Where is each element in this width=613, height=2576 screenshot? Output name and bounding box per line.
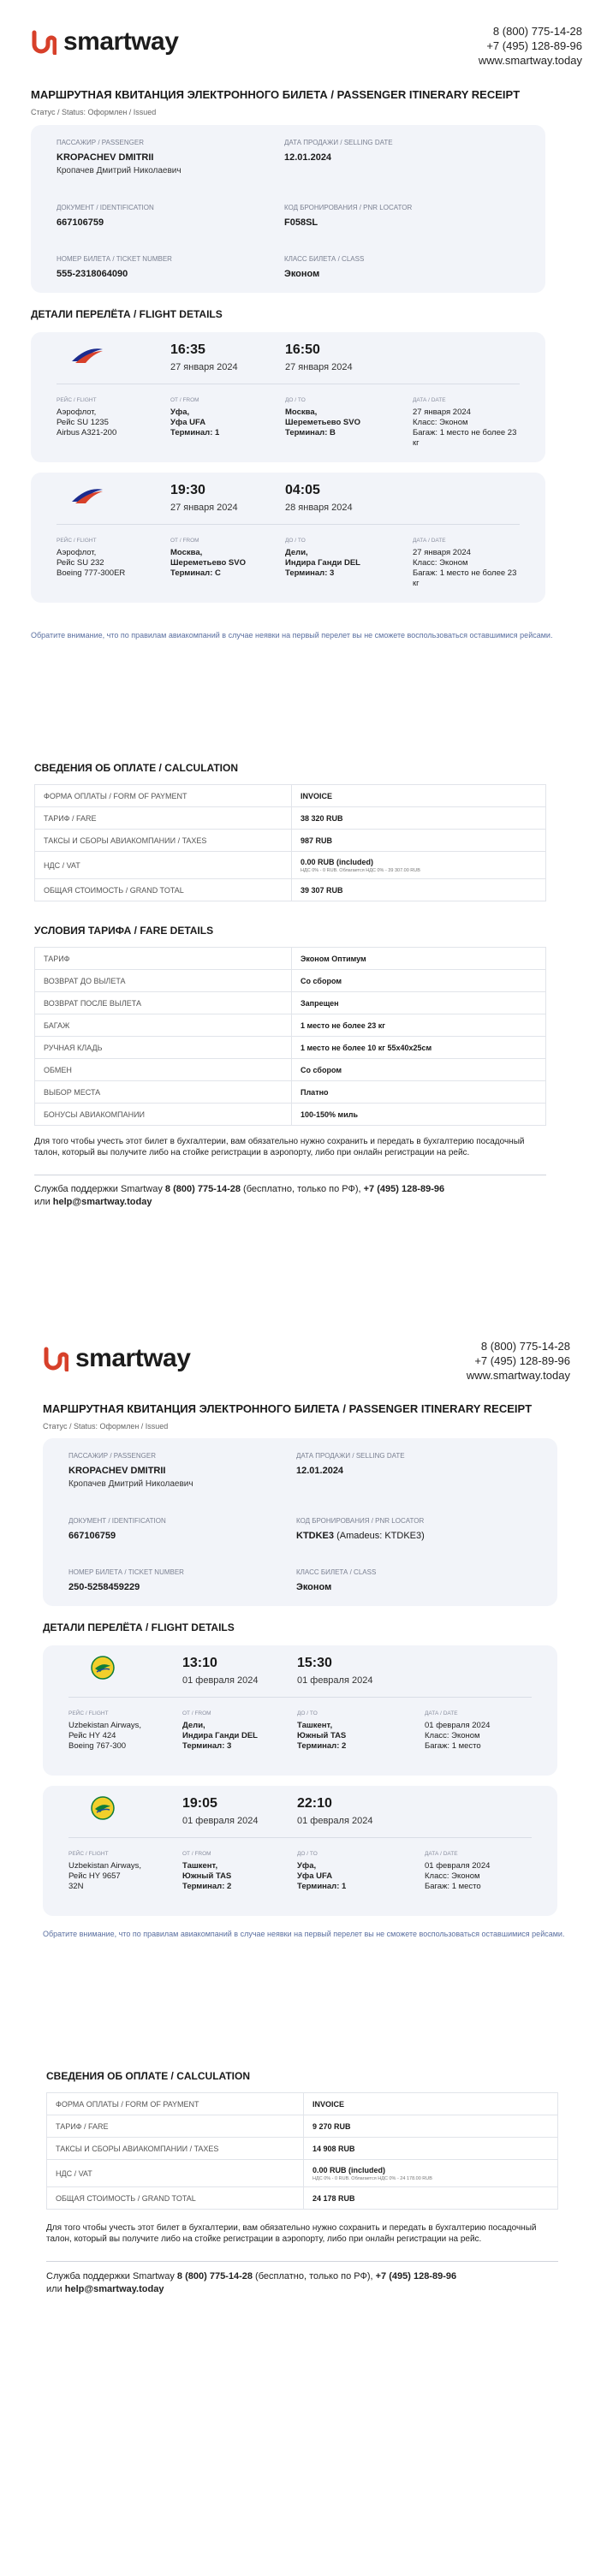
- table-row: НДС / VAT 0.00 RUB (included) НДС 0% - 0 RUB. Облагается НДС 0% - 39 307.00 RUB: [35, 852, 546, 879]
- support-phone-2[interactable]: +7 (495) 128-89-96: [363, 1184, 445, 1194]
- vat-value: 0.00 RUB (included): [301, 857, 374, 866]
- table-row: БАГАЖ 1 место не более 23 кг: [35, 1014, 546, 1037]
- departure-time: 19:05: [182, 1796, 217, 1811]
- divider: [46, 2261, 558, 2262]
- document-number: 667106759: [68, 1531, 116, 1541]
- class-label: КЛАСС БИЛЕТА / CLASS: [284, 255, 365, 263]
- no-show-note: Обратите внимание, что по правилам авиакомпаний в случае неявки на первый перелет вы не сможете воспользоваться оставшимися рейсами.: [43, 1930, 565, 1938]
- ticket-number: 250-5258459229: [68, 1582, 140, 1592]
- status-text: Статус / Status: Оформлен / Issued: [43, 1422, 169, 1431]
- to-terminal: Терминал: 1: [297, 1882, 347, 1891]
- support-email-link[interactable]: help@smartway.today: [52, 1197, 152, 1207]
- contacts: [467, 1339, 570, 1383]
- departure-date: 27 января 2024: [170, 503, 238, 513]
- flight-number: Рейс HY 424: [68, 1731, 116, 1740]
- from-terminal: Терминал: 3: [182, 1741, 232, 1751]
- smartway-logo-icon: [43, 1346, 68, 1371]
- flight-card: [31, 332, 545, 462]
- document-number: 667106759: [57, 217, 104, 228]
- to-label: ДО / TO: [285, 538, 306, 544]
- departure-date: 01 февраля 2024: [182, 1675, 259, 1686]
- logo-text: smartway: [75, 1344, 191, 1372]
- support-info: Служба поддержки Smartway 8 (800) 775-14-28 (бесплатно, только по РФ), +7 (495) 128-89-96 или help@smartway.today: [46, 2271, 457, 2294]
- from-terminal: Терминал: C: [170, 568, 221, 578]
- passenger-name-ru: Кропачев Дмитрий Николаевич: [57, 166, 182, 176]
- departure-time: 19:30: [170, 483, 205, 497]
- flight-info: [68, 1721, 176, 1752]
- passenger-card: [31, 125, 545, 293]
- contacts: [479, 24, 582, 68]
- status-text: Статус / Status: Оформлен / Issued: [31, 108, 157, 116]
- pnr-code: F058SL: [284, 217, 318, 228]
- from-airport: Южный TAS: [182, 1871, 232, 1881]
- selling-date-label: ДАТА ПРОДАЖИ / SELLING DATE: [284, 139, 393, 146]
- from-info: [182, 1721, 289, 1752]
- receipt-title: МАРШРУТНАЯ КВИТАНЦИЯ ЭЛЕКТРОННОГО БИЛЕТА / PASSENGER ITINERARY RECEIPT: [31, 88, 521, 101]
- flight-class: Класс: Эконом: [425, 1871, 480, 1881]
- accounting-note: Для того чтобы учесть этот билет в бухгалтерии, вам обязательно нужно сохранить и передать в бухгалтерию посадочный талон, который вы получите либо на стойке регистрации в аэропорту, либо при онлайн регистрации на рейс.: [46, 2223, 537, 2244]
- smartway-logo-icon: [31, 29, 57, 55]
- from-city: Дели,: [182, 1721, 205, 1730]
- date-info: [413, 548, 520, 589]
- ticket-page-2: [0, 1332, 613, 2294]
- flight-baggage: Багаж: 1 место не более 23 кг: [413, 568, 517, 588]
- flight-label: РЕЙС / FLIGHT: [57, 538, 97, 544]
- from-terminal: Терминал: 1: [170, 428, 220, 437]
- phone-2[interactable]: +7 (495) 128-89-96: [474, 1354, 570, 1367]
- flight-class: Класс: Эконом: [413, 418, 468, 427]
- from-city: Уфа,: [170, 408, 190, 417]
- to-label: ДО / TO: [297, 1851, 318, 1857]
- date-info: [413, 408, 520, 449]
- to-terminal: Терминал: 2: [297, 1741, 347, 1751]
- aircraft-type: Airbus A321-200: [57, 428, 117, 437]
- to-info: [297, 1721, 417, 1752]
- support-phone-1[interactable]: 8 (800) 775-14-28: [176, 2271, 253, 2282]
- to-airport: Индира Ганди DEL: [285, 558, 360, 568]
- ticket-class: Эконом: [296, 1582, 332, 1592]
- passenger-name: KROPACHEV DMITRII: [68, 1466, 166, 1476]
- from-label: ОТ / FROM: [170, 538, 199, 544]
- ticket-page-1: [0, 0, 613, 1207]
- to-airport: Уфа UFA: [297, 1871, 333, 1881]
- flight-details-heading: ДЕТАЛИ ПЕРЕЛЁТА / FLIGHT DETAILS: [43, 1621, 235, 1633]
- passenger-name: KROPACHEV DMITRII: [57, 152, 154, 163]
- document-label: ДОКУМЕНТ / IDENTIFICATION: [68, 1517, 166, 1525]
- receipt-title: МАРШРУТНАЯ КВИТАНЦИЯ ЭЛЕКТРОННОГО БИЛЕТА / PASSENGER ITINERARY RECEIPT: [43, 1402, 533, 1415]
- date-label: ДАТА / DATE: [413, 397, 446, 403]
- airline-name: Uzbekistan Airways,: [68, 1861, 142, 1871]
- flight-label: РЕЙС / FLIGHT: [57, 397, 97, 403]
- flight-date: 27 января 2024: [413, 548, 471, 557]
- from-city: Москва,: [170, 548, 203, 557]
- to-airport: Южный TAS: [297, 1731, 347, 1740]
- support-phone-2[interactable]: +7 (495) 128-89-96: [375, 2271, 457, 2282]
- passenger-name-ru: Кропачев Дмитрий Николаевич: [68, 1479, 193, 1489]
- divider: [68, 1837, 532, 1838]
- pnr-code: KTDKE3 (Amadeus: KTDKE3): [296, 1531, 425, 1541]
- arrival-date: 27 января 2024: [285, 362, 353, 372]
- airline-name: Аэрофлот,: [57, 548, 97, 557]
- aeroflot-logo-icon: [70, 485, 104, 505]
- to-info: [285, 548, 405, 579]
- ticket-number: 555-2318064090: [57, 269, 128, 279]
- to-terminal: Терминал: 3: [285, 568, 335, 578]
- smartway-logo: [43, 1344, 190, 1373]
- to-city: Уфа,: [297, 1861, 317, 1871]
- arrival-time: 04:05: [285, 483, 320, 497]
- class-label: КЛАСС БИЛЕТА / CLASS: [296, 1568, 377, 1576]
- support-email-link[interactable]: help@smartway.today: [64, 2284, 164, 2294]
- table-row: ОБЩАЯ СТОИМОСТЬ / GRAND TOTAL 39 307 RUB: [35, 879, 546, 901]
- flight-info: [68, 1861, 176, 1892]
- table-row: НДС / VAT 0.00 RUB (included) НДС 0% - 0 RUB. Облагается НДС 0% - 24 178.00 RUB: [47, 2160, 558, 2187]
- flight-baggage: Багаж: 1 место не более 23 кг: [413, 428, 517, 448]
- no-show-note: Обратите внимание, что по правилам авиакомпаний в случае неявки на первый перелет вы не сможете воспользоваться оставшимися рейсами.: [31, 631, 553, 640]
- header: [0, 0, 613, 75]
- flight-card: [31, 473, 545, 603]
- passenger-label: ПАССАЖИР / PASSENGER: [57, 139, 144, 146]
- accounting-note: Для того чтобы учесть этот билет в бухгалтерии, вам обязательно нужно сохранить и передать в бухгалтерию посадочный талон, который вы получите либо на стойке регистрации в аэропорту, либо при онлайн регистрации на рейс.: [34, 1137, 525, 1157]
- to-label: ДО / TO: [285, 397, 306, 403]
- arrival-time: 15:30: [297, 1656, 332, 1670]
- flight-card: [43, 1786, 557, 1916]
- arrival-date: 28 января 2024: [285, 503, 353, 513]
- website-link[interactable]: www.smartway.today: [478, 54, 582, 67]
- from-airport: Шереметьево SVO: [170, 558, 246, 568]
- vat-detail: НДС 0% - 0 RUB. Облагается НДС 0% - 24 178.00 RUB: [312, 2175, 432, 2181]
- airline-name: Uzbekistan Airways,: [68, 1721, 142, 1730]
- document-label: ДОКУМЕНТ / IDENTIFICATION: [57, 204, 154, 211]
- flight-label: РЕЙС / FLIGHT: [68, 1851, 109, 1857]
- calculation-table: [34, 784, 546, 901]
- flight-date: 01 февраля 2024: [425, 1721, 491, 1730]
- from-terminal: Терминал: 2: [182, 1882, 232, 1891]
- vat-detail: НДС 0% - 0 RUB. Облагается НДС 0% - 39 307.00 RUB: [301, 867, 420, 873]
- arrival-date: 01 февраля 2024: [297, 1816, 373, 1826]
- divider: [68, 1697, 532, 1698]
- table-row: ОБЩАЯ СТОИМОСТЬ / GRAND TOTAL 24 178 RUB: [47, 2187, 558, 2210]
- table-row: ТАКСЫ И СБОРЫ АВИАКОМПАНИИ / TAXES 14 908 RUB: [47, 2138, 558, 2160]
- vat-value: 0.00 RUB (included): [312, 2165, 386, 2174]
- from-info: [170, 408, 277, 438]
- uzbekistan-airways-logo-icon: [91, 1656, 115, 1680]
- pnr-label: КОД БРОНИРОВАНИЯ / PNR LOCATOR: [284, 204, 413, 211]
- selling-date: 12.01.2024: [296, 1466, 344, 1476]
- table-row: ТАКСЫ И СБОРЫ АВИАКОМПАНИИ / TAXES 987 RUB: [35, 830, 546, 852]
- from-airport: Индира Ганди DEL: [182, 1731, 258, 1740]
- airline-name: Аэрофлот,: [57, 408, 97, 417]
- flight-number: Рейс SU 1235: [57, 418, 109, 427]
- phone-1[interactable]: 8 (800) 775-14-28: [480, 1340, 570, 1353]
- flight-number: Рейс SU 232: [57, 558, 104, 568]
- aircraft-type: 32N: [68, 1882, 84, 1891]
- departure-time: 16:35: [170, 342, 205, 357]
- passenger-label: ПАССАЖИР / PASSENGER: [68, 1452, 156, 1460]
- to-city: Ташкент,: [297, 1721, 333, 1730]
- selling-date-label: ДАТА ПРОДАЖИ / SELLING DATE: [296, 1452, 405, 1460]
- date-info: [425, 1861, 532, 1892]
- smartway-logo: [31, 27, 178, 57]
- table-row: ТАРИФ / FARE 9 270 RUB: [47, 2115, 558, 2138]
- date-label: ДАТА / DATE: [425, 1710, 458, 1716]
- pnr-label: КОД БРОНИРОВАНИЯ / PNR LOCATOR: [296, 1517, 425, 1525]
- arrival-date: 01 февраля 2024: [297, 1675, 373, 1686]
- flight-info: [57, 548, 159, 579]
- to-city: Дели,: [285, 548, 308, 557]
- to-terminal: Терминал: B: [285, 428, 336, 437]
- table-row: ВЫБОР МЕСТА Платно: [35, 1081, 546, 1104]
- flight-details-heading: ДЕТАЛИ ПЕРЕЛЁТА / FLIGHT DETAILS: [31, 308, 223, 320]
- from-label: ОТ / FROM: [170, 397, 199, 403]
- arrival-time: 16:50: [285, 342, 320, 357]
- table-row: БОНУСЫ АВИАКОМПАНИИ 100-150% миль: [35, 1104, 546, 1126]
- to-info: [285, 408, 405, 438]
- aircraft-type: Boeing 767-300: [68, 1741, 127, 1751]
- arrival-time: 22:10: [297, 1796, 332, 1811]
- website-link[interactable]: www.smartway.today: [466, 1369, 570, 1382]
- support-phone-1[interactable]: 8 (800) 775-14-28: [164, 1184, 241, 1194]
- flight-card: [43, 1645, 557, 1776]
- flight-baggage: Багаж: 1 место: [425, 1882, 481, 1891]
- flight-date: 27 января 2024: [413, 408, 471, 417]
- phone-1[interactable]: 8 (800) 775-14-28: [492, 25, 582, 38]
- fare-terms-heading: УСЛОВИЯ ТАРИФА / FARE DETAILS: [34, 925, 214, 937]
- flight-class: Класс: Эконом: [425, 1731, 480, 1740]
- table-row: ТАРИФ / FARE 38 320 RUB: [35, 807, 546, 830]
- to-airport: Шереметьево SVO: [285, 418, 360, 427]
- table-row: ФОРМА ОПЛАТЫ / FORM OF PAYMENT INVOICE: [47, 2093, 558, 2115]
- date-label: ДАТА / DATE: [425, 1851, 458, 1857]
- flight-info: [57, 408, 159, 438]
- ticket-label: НОМЕР БИЛЕТА / TICKET NUMBER: [57, 255, 172, 263]
- from-airport: Уфа UFA: [170, 418, 206, 427]
- header: [0, 1332, 613, 1407]
- calculation-table: [46, 2092, 558, 2210]
- table-row: ОБМЕН Со сбором: [35, 1059, 546, 1081]
- phone-2[interactable]: +7 (495) 128-89-96: [486, 39, 582, 52]
- table-row: ВОЗВРАТ ДО ВЫЛЕТА Со сбором: [35, 970, 546, 992]
- from-info: [182, 1861, 289, 1892]
- departure-date: 01 февраля 2024: [182, 1816, 259, 1826]
- aircraft-type: Boeing 777-300ER: [57, 568, 126, 578]
- ticket-label: НОМЕР БИЛЕТА / TICKET NUMBER: [68, 1568, 184, 1576]
- fare-terms-table: [34, 947, 546, 1126]
- date-info: [425, 1721, 532, 1752]
- divider: [57, 524, 520, 525]
- from-city: Ташкент,: [182, 1861, 218, 1871]
- uzbekistan-airways-logo-icon: [91, 1796, 115, 1820]
- flight-number: Рейс HY 9657: [68, 1871, 121, 1881]
- flight-date: 01 февраля 2024: [425, 1861, 491, 1871]
- table-row: ВОЗВРАТ ПОСЛЕ ВЫЛЕТА Запрещен: [35, 992, 546, 1014]
- passenger-card: [43, 1438, 557, 1606]
- date-label: ДАТА / DATE: [413, 538, 446, 544]
- to-city: Москва,: [285, 408, 318, 417]
- table-row: ТАРИФ Эконом Оптимум: [35, 948, 546, 970]
- aeroflot-logo-icon: [70, 344, 104, 365]
- calculation-heading: СВЕДЕНИЯ ОБ ОПЛАТЕ / CALCULATION: [34, 762, 238, 774]
- table-row: ФОРМА ОПЛАТЫ / FORM OF PAYMENT INVOICE: [35, 785, 546, 807]
- ticket-class: Эконом: [284, 269, 320, 279]
- to-info: [297, 1861, 417, 1892]
- from-label: ОТ / FROM: [182, 1710, 211, 1716]
- flight-label: РЕЙС / FLIGHT: [68, 1710, 109, 1716]
- calculation-heading: СВЕДЕНИЯ ОБ ОПЛАТЕ / CALCULATION: [46, 2070, 250, 2082]
- support-info: Служба поддержки Smartway 8 (800) 775-14-28 (бесплатно, только по РФ), +7 (495) 128-89-96 или help@smartway.today: [34, 1184, 445, 1207]
- table-row: РУЧНАЯ КЛАДЬ 1 место не более 10 кг 55х40х25см: [35, 1037, 546, 1059]
- flight-baggage: Багаж: 1 место: [425, 1741, 481, 1751]
- flight-class: Класс: Эконом: [413, 558, 468, 568]
- selling-date: 12.01.2024: [284, 152, 332, 163]
- logo-text: smartway: [63, 27, 179, 56]
- departure-time: 13:10: [182, 1656, 217, 1670]
- from-label: ОТ / FROM: [182, 1851, 211, 1857]
- departure-date: 27 января 2024: [170, 362, 238, 372]
- to-label: ДО / TO: [297, 1710, 318, 1716]
- from-info: [170, 548, 277, 579]
